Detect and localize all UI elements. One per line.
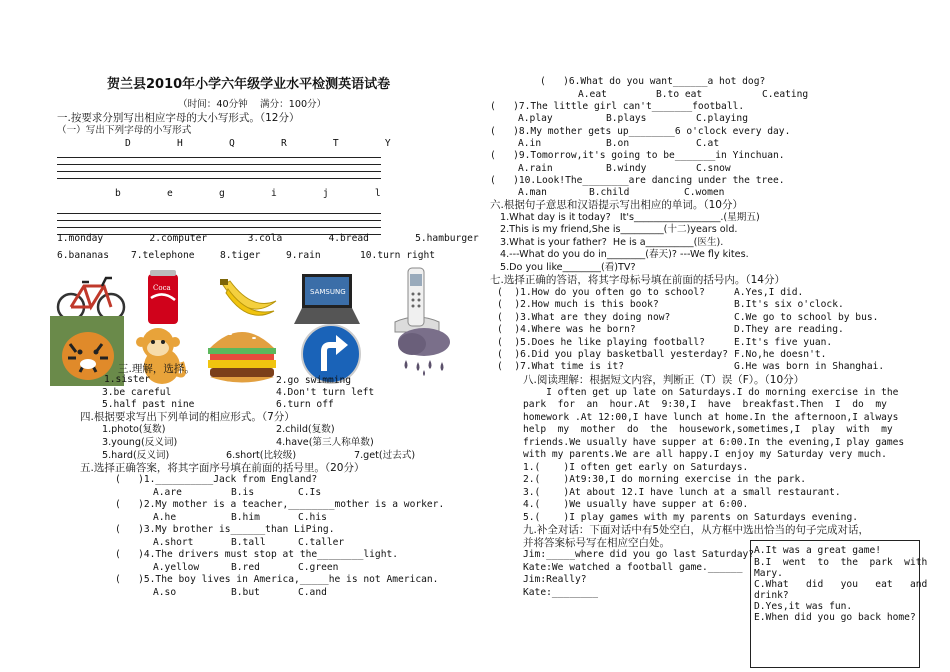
section-1-sub: （一）写出下列字母的小写形式 [57,125,192,136]
q5-3: ( )3.My brother is______than LiPing. [115,524,335,535]
section-4-heading: 四.根据要求写出下列单词的相应形式。（7分） [80,411,295,423]
q8-2: 2.( )At9:30,I do morning exercise in the park. [523,474,807,485]
section-3-heading: 三.理解，选择。 [118,363,195,375]
q5-4-b: B.red [231,562,260,573]
q4-2: 2.child(复数) [276,424,335,435]
q5-10-b: B.child [589,187,630,198]
q7-7: ( )7.What time is it? [497,361,625,372]
passage-line: homework .At 12:00,I have lunch at home.In the afternoon,I always [523,412,899,423]
q4-6: 6.short(比较级) [226,450,297,461]
q5-8-b: B.on [606,138,630,149]
q5-1: ( )1.__________Jack from England? [115,474,318,485]
q5-1-c: C.Is [298,487,322,498]
word-tiger: 8.tiger [220,250,261,261]
a7-d: D.They are reading. [734,324,844,335]
q8-3: 3.( )At about 12.I have lunch at a small restaurant. [523,487,841,498]
q5-9-b: B.windy [606,163,647,174]
rain-cloud-icon [394,324,456,378]
item-go-swimming: 2.go swimming [276,375,352,386]
item-half-past-nine: 5.half past nine [102,399,195,410]
writing-line [57,220,381,221]
dialog-line: Jim:Really? [523,574,587,585]
q6-3: 3.What is your father? He is a__________(医生). [500,237,724,248]
q7-3: ( )3.What are they doing now? [497,312,671,323]
box-option-e: E.When did you go back home? [754,612,916,623]
q5-2-a: A.he [153,512,177,523]
item-dont-turn-left: 4.Don't turn left [276,387,375,398]
section-7-heading: 七.选择正确的答语，将其字母标号填在前面的括号内。（14分） [490,274,785,286]
q5-8-c: C.at [696,138,720,149]
q5-10-c: C.women [684,187,725,198]
q5-9-a: A.rain [518,163,553,174]
page-title: 贺兰县2010年小学六年级学业水平检测英语试卷 [107,77,391,92]
svg-text:Coca: Coca [153,284,171,292]
q5-2: ( )2.My mother is a teacher,________mother is a worker. [115,499,445,510]
q5-6-a: A.eat [578,89,607,100]
q7-6: ( )6.Did you play basketball yesterday? [497,349,729,360]
writing-line [57,171,381,172]
section-5-heading: 五.选择正确答案，将其字面序号填在前面的括号里。（20分） [80,462,365,474]
box-option-d: D.Yes,it was fun. [754,601,853,612]
lowercase-letters: b e g i j l [115,188,381,199]
page-subtitle: （时间：40分钟 满分：100分） [178,99,327,110]
q6-2: 2.This is my friend,She is_________(十二)years old. [500,224,738,235]
q8-1: 1.( )I often get early on Saturdays. [523,462,749,473]
q5-6-c: C.eating [762,89,809,100]
q5-9-c: C.snow [696,163,731,174]
q5-6: ( )6.What do you want______a hot dog? [540,76,766,87]
passage-line: I often get up late on Saturdays.I do morning exercise in the [523,387,899,398]
a7-f: F.No,he doesn't. [734,349,827,360]
box-option-a: A.It was a great game! [754,545,882,556]
q5-8: ( )8.My mother gets up________6 o'clock every day. [490,126,791,137]
writing-line [57,157,381,158]
q6-1: 1.What day is it today? It's__________________.(星期五) [500,212,760,223]
a7-g: G.He was born in Shanghai. [734,361,885,372]
a7-c: C.We go to school by bus. [734,312,879,323]
q5-7-a: A.play [518,113,553,124]
q5-2-c: C.his [298,512,327,523]
q5-6-b: B.to eat [656,89,703,100]
passage-line: with my parents.We are all happy.I enjoy my Saturday very much. [523,449,887,460]
q5-9: ( )9.Tomorrow,it's going to be_______in Yinchuan. [490,150,785,161]
item-sister-cut: 1.sister [104,374,151,385]
q4-7: 7.get(过去式) [354,450,416,461]
a7-b: B.It's six o'clock. [734,299,844,310]
q5-7-b: B.plays [606,113,647,124]
box-option-c-cont: drink? [754,590,789,601]
box-option-c: C.What did you eat and [754,579,928,590]
writing-line [57,213,381,214]
q4-4: 4.have(第三人称单数) [276,437,374,448]
q5-2-b: B.him [231,512,260,523]
q8-4: 4.( )We usually have supper at 6:00. [523,499,749,510]
uppercase-letters: D H Q R T Y [125,138,391,149]
q6-4: 4.---What do you do in________(春天)? ---We fly kites. [500,249,749,260]
passage-line: help my mother do the housework,sometimes,I play with my [523,424,893,435]
q7-4: ( )4.Where was he born? [497,324,636,335]
dialog-line: Jim:_____where did you go last Saturday? [523,549,755,560]
q5-3-a: A.short [153,537,194,548]
q5-5-b: B.but [231,587,260,598]
q5-5: ( )5.The boy lives in America,_____he is not American. [115,574,439,585]
q8-5: 5.( )I play games with my parents on Saturdays evening. [523,512,859,523]
cola-can-icon [145,268,181,328]
q5-4: ( )4.The drivers must stop at the________light. [115,549,399,560]
svg-text:SAMSUNG: SAMSUNG [310,288,346,296]
box-option-b: B.I went to the park with [754,557,928,568]
hamburger-icon [202,316,282,388]
writing-line [57,164,381,165]
q5-3-b: B.tall [231,537,266,548]
item-turn-off: 6.turn off [276,399,334,410]
q5-3-c: C.taller [298,537,345,548]
word-telephone: 7.telephone [131,250,195,261]
passage-line: friends.We usually have supper at 6:00.In the evening,I play games [523,437,905,448]
q5-7: ( )7.The little girl can't_______football. [490,101,745,112]
q7-1: ( )1.How do you often go to school? [497,287,705,298]
q7-2: ( )2.How much is this book? [497,299,659,310]
q4-5: 5.hard(反义词) [102,450,170,461]
dialog-line: Kate:________ [523,587,599,598]
q5-7-c: C.playing [696,113,748,124]
passage-line: park for an hour.At 9:30,I have breakfast.Then I do my [523,399,887,410]
a7-a: A.Yes,I did. [734,287,804,298]
laptop-icon [290,270,362,330]
a7-e: E.It's five yuan. [734,337,833,348]
q7-5: ( )5.Does he like playing football? [497,337,705,348]
q5-8-a: A.in [518,138,542,149]
box-option-b-cont: Mary. [754,568,783,579]
q6-5: 5.Do you like________(看)TV? [500,262,636,273]
section-1-heading: 一.按要求分别写出相应字母的大小写形式。（12分） [57,112,300,124]
dialog-line: Kate:We watched a football game.______ [523,562,743,573]
q5-10: ( )10.Look!The________are dancing under the tree. [490,175,785,186]
q5-4-a: A.yellow [153,562,200,573]
section-8-heading: 八.阅读理解：根据短文内容，判断正（T）误（F）。（10分） [523,374,805,386]
word-rain: 9.rain [286,250,321,261]
q5-5-a: A.so [153,587,177,598]
section-9-heading-2: 并将答案标号写在相应空白处。 [523,537,670,549]
word-turn-right: 10.turn right [360,250,436,261]
q5-1-b: B.is [231,487,255,498]
word-bananas: 6.bananas [57,250,109,261]
q5-10-a: A.man [518,187,547,198]
answer-options-box [750,540,928,668]
q5-5-c: C.and [298,587,327,598]
word-row-cut: 1.monday 2.computer 3.cola 4.bread 5.hamburger [57,233,479,244]
q4-1: 1.photo(复数) [102,424,166,435]
writing-line [57,227,381,228]
q5-1-a: A.are [153,487,182,498]
item-be-careful: 3.be careful [102,387,172,398]
section-6-heading: 六.根据句子意思和汉语提示写出相应的单词。（10分） [490,199,743,211]
q4-3: 3.young(反义词) [102,437,178,448]
q5-4-c: C.green [298,562,339,573]
writing-line [57,178,381,179]
section-9-heading: 九.补全对话：下面对话中有5处空白，从方框中选出恰当的句子完成对话， [523,524,870,536]
